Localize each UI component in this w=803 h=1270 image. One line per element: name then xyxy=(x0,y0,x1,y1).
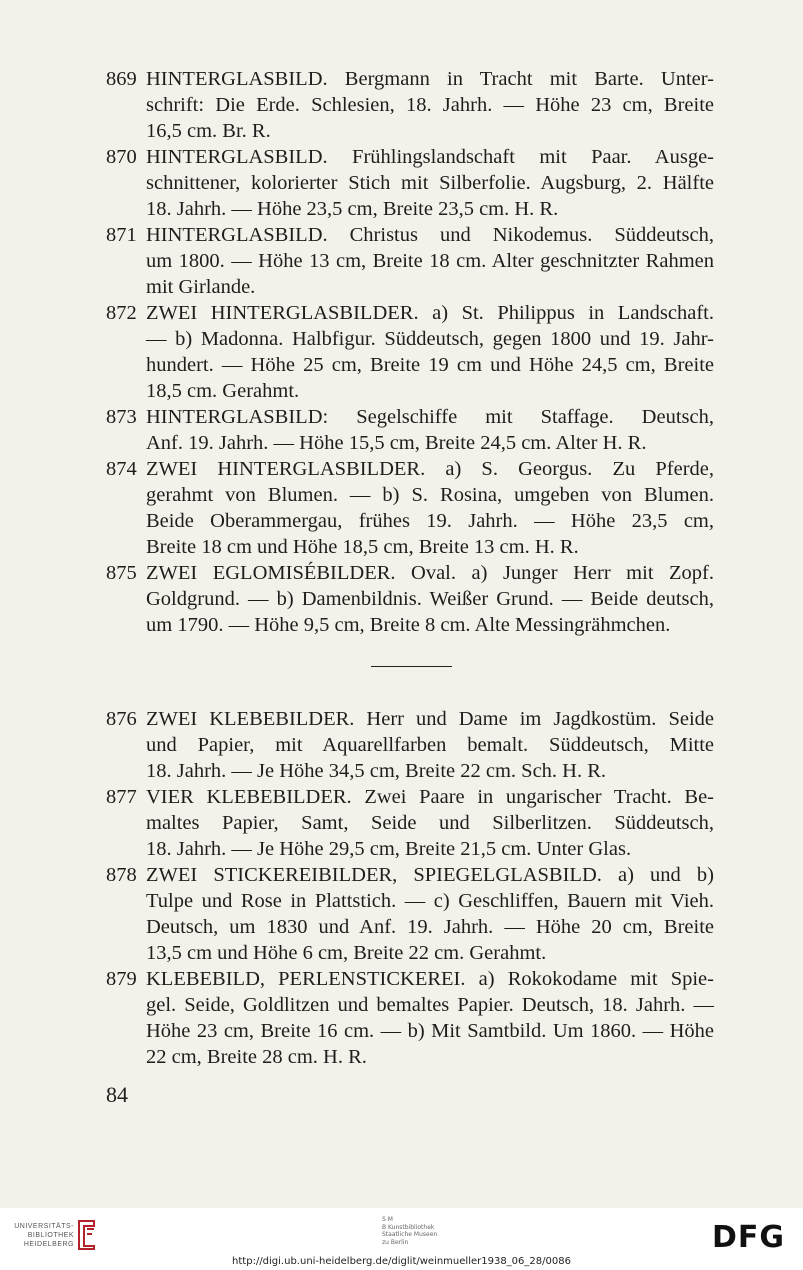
entry-line: ZWEI KLEBEBILDER. Herr und Dame im Jagdkostüm. Seide xyxy=(146,708,714,730)
entry-line: 18,5 cm. Gerahmt. xyxy=(146,380,300,402)
entry-number: 869 xyxy=(106,68,137,90)
entry-line: — b) Madonna. Halbfigur. Süddeutsch, gegen 1800 und 19. Jahr- xyxy=(146,328,714,350)
entry-line: Höhe 23 cm, Breite 16 cm. — b) Mit Samtbild. Um 1860. — Höhe xyxy=(146,1020,714,1042)
entry-line: schnittener, kolorierter Stich mit Silberfolie. Augsburg, 2. Hälfte xyxy=(146,172,714,194)
dfg-logo: DFG xyxy=(712,1220,786,1255)
entry-line: gerahmt von Blumen. — b) S. Rosina, umgeben von Blumen. xyxy=(146,484,714,506)
entry-text xyxy=(146,222,714,300)
entry-line: 13,5 cm und Höhe 6 cm, Breite 22 cm. Gerahmt. xyxy=(146,942,547,964)
entry-line: ZWEI HINTERGLASBILDER. a) S. Georgus. Zu Pferde, xyxy=(146,458,714,480)
entry-text xyxy=(146,706,714,784)
entry-line: 18. Jahrh. — Höhe 23,5 cm, Breite 23,5 cm. H. R. xyxy=(146,198,559,220)
entry-line: Tulpe und Rose in Plattstich. — c) Geschliffen, Bauern mit Vieh. xyxy=(146,890,714,912)
entry-line: Breite 18 cm und Höhe 18,5 cm, Breite 13 cm. H. R. xyxy=(146,536,579,558)
entry-number: 874 xyxy=(106,458,137,480)
entry-line: maltes Papier, Samt, Seide und Silberlitzen. Süddeutsch, xyxy=(146,812,714,834)
entry-line: ZWEI HINTERGLASBILDER. a) St. Philippus in Landschaft. xyxy=(146,302,714,324)
entry-line: ZWEI STICKEREIBILDER, SPIEGELGLASBILD. a) und b) xyxy=(146,864,714,886)
entry-line: HINTERGLASBILD. Frühlingslandschaft mit Paar. Ausge- xyxy=(146,146,714,168)
entry-line: 16,5 cm. Br. R. xyxy=(146,120,271,142)
entry-text xyxy=(146,784,714,862)
section-separator xyxy=(371,666,452,667)
library-name: UNIVERSITÄTS- BIBLIOTHEK HEIDELBERG xyxy=(14,1223,74,1248)
entry-number: 875 xyxy=(106,562,137,584)
entry-line: Deutsch, um 1830 und Anf. 19. Jahrh. — Höhe 20 cm, Breite xyxy=(146,916,714,938)
source-url[interactable]: http://digi.ub.uni-heidelberg.de/diglit/weinmueller1938_06_28/0086 xyxy=(232,1256,571,1267)
entry-line: mit Girlande. xyxy=(146,276,256,298)
entry-number: 873 xyxy=(106,406,137,428)
entry-line: gel. Seide, Goldlitzen und bemaltes Papier. Deutsch, 18. Jahrh. — xyxy=(146,994,714,1016)
entry-text xyxy=(146,456,714,560)
entry-line: HINTERGLASBILD. Bergmann in Tracht mit Barte. Unter- xyxy=(146,68,714,90)
museum-stamp: S M B Kunstbibliothek Staatliche Museen zu Berlin xyxy=(382,1216,438,1246)
entry-number: 878 xyxy=(106,864,137,886)
entry-line: HINTERGLASBILD. Christus und Nikodemus. Süddeutsch, xyxy=(146,224,714,246)
entry-number: 877 xyxy=(106,786,137,808)
entry-line: HINTERGLASBILD: Segelschiffe mit Staffage. Deutsch, xyxy=(146,406,714,428)
entry-number: 870 xyxy=(106,146,137,168)
entry-line: 18. Jahrh. — Je Höhe 29,5 cm, Breite 21,5 cm. Unter Glas. xyxy=(146,838,632,860)
entry-line: um 1790. — Höhe 9,5 cm, Breite 8 cm. Alte Messingrähmchen. xyxy=(146,614,671,636)
entry-line: Beide Oberammergau, frühes 19. Jahrh. — Höhe 23,5 cm, xyxy=(146,510,714,532)
entry-line: KLEBEBILD, PERLENSTICKEREI. a) Rokokodame mit Spie- xyxy=(146,968,714,990)
entry-text xyxy=(146,404,714,456)
entry-text xyxy=(146,560,714,638)
entry-line: 18. Jahrh. — Je Höhe 34,5 cm, Breite 22 cm. Sch. H. R. xyxy=(146,760,607,782)
entry-line: hundert. — Höhe 25 cm, Breite 19 cm und Höhe 24,5 cm, Breite xyxy=(146,354,714,376)
entry-number: 871 xyxy=(106,224,137,246)
entry-number: 879 xyxy=(106,968,137,990)
page-number: 84 xyxy=(106,1082,128,1107)
entry-line: ZWEI EGLOMISÉBILDER. Oval. a) Junger Herr mit Zopf. xyxy=(146,562,714,584)
entry-text xyxy=(146,66,714,144)
entry-text xyxy=(146,862,714,966)
entry-text xyxy=(146,966,714,1070)
library-logo-icon xyxy=(76,1218,98,1252)
entry-text xyxy=(146,300,714,404)
digitization-footer xyxy=(0,1208,803,1270)
entry-line: schrift: Die Erde. Schlesien, 18. Jahrh. — Höhe 23 cm, Breite xyxy=(146,94,714,116)
entry-number: 872 xyxy=(106,302,137,324)
entry-line: und Papier, mit Aquarellfarben bemalt. Süddeutsch, Mitte xyxy=(146,734,714,756)
entry-line: um 1800. — Höhe 13 cm, Breite 18 cm. Alter geschnitzter Rahmen xyxy=(146,250,714,272)
entry-text xyxy=(146,144,714,222)
entry-line: Anf. 19. Jahrh. — Höhe 15,5 cm, Breite 24,5 cm. Alter H. R. xyxy=(146,432,647,454)
entry-number: 876 xyxy=(106,708,137,730)
entry-line: VIER KLEBEBILDER. Zwei Paare in ungarischer Tracht. Be- xyxy=(146,786,714,808)
entry-line: Goldgrund. — b) Damenbildnis. Weißer Grund. — Beide deutsch, xyxy=(146,588,714,610)
entry-line: 22 cm, Breite 28 cm. H. R. xyxy=(146,1046,367,1068)
